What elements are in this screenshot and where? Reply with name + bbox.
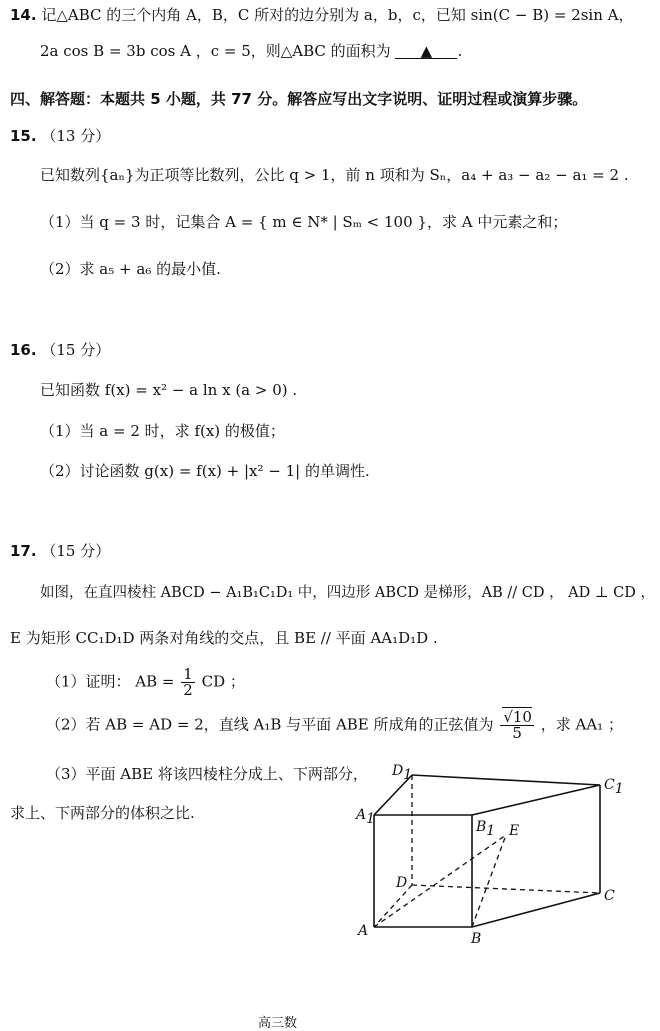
fraction-sqrt10-over-5 — [500, 710, 534, 741]
q16-part1: （1）当 a = 2 时，求 f(x) 的极值； — [40, 422, 285, 440]
q17-part2-prefix: （2）若 AB = AD = 2，直线 A₁B 与平面 ABE 所成角的正弦值为 — [46, 715, 494, 734]
q16-number: 16. — [10, 341, 37, 359]
label-A1: A1 — [356, 807, 376, 827]
sqrt-ten: √10 — [503, 708, 532, 726]
fraction-numerator: 1 — [183, 665, 193, 683]
q15-part2: （2）求 a₅ + a₆ 的最小值. — [40, 260, 221, 278]
q15-part1: （1）当 q = 3 时，记集合 A = { m ∈ N* | Sₘ < 100 }，求 A 中元素之和； — [40, 213, 568, 231]
q14-line2 — [40, 40, 462, 61]
edge-BC — [472, 893, 600, 927]
q17-header — [10, 540, 110, 561]
q14-line1 — [10, 4, 634, 25]
label-E: E — [509, 823, 520, 839]
q17-stem-line1: 如图，在直四棱柱 ABCD − A₁B₁C₁D₁ 中，四边形 ABCD 是梯形，AB // CD ， AD ⊥ CD ， — [40, 585, 655, 601]
q17-number: 17. — [10, 542, 37, 560]
q14-period: . — [457, 42, 463, 60]
prism-solid-edges — [374, 775, 600, 927]
prism-hidden-edges — [374, 775, 600, 927]
q17-part2 — [46, 710, 623, 741]
label-B1: B1 — [476, 819, 496, 839]
q14-text-line1: 记△ABC 的三个内角 A，B，C 所对的边分别为 a，b，c，已知 sin(C − B) = 2sin A， — [41, 6, 634, 24]
edge-DA — [374, 885, 412, 927]
label-D: D — [396, 875, 408, 891]
label-B: B — [471, 931, 482, 947]
label-C1: C1 — [604, 777, 624, 797]
q14-text-line2: 2a cos B = 3b cos A ，c = 5，则△ABC 的面积为 — [40, 42, 391, 60]
label-D1: D1 — [392, 763, 413, 783]
q17-part1-prefix: （1）证明： AB = — [46, 672, 175, 691]
answer-blank — [395, 44, 457, 59]
triangle-marker-icon: ▲ — [420, 42, 433, 60]
prism-figure — [350, 755, 640, 950]
edge-B1C1 — [472, 785, 600, 815]
edge-D1C1 — [412, 775, 600, 785]
q17-score: （15 分） — [41, 542, 111, 560]
q15-score: （13 分） — [41, 127, 111, 145]
label-C: C — [604, 888, 615, 904]
q17-part2-suffix: ，求 AA₁ ； — [540, 715, 623, 734]
edge-AE — [374, 835, 506, 927]
q17-part3-line1: （3）平面 ABE 将该四棱柱分成上、下两部分， — [46, 765, 368, 783]
q17-part3-line2: 求上、下两部分的体积之比. — [10, 804, 195, 822]
q16-part2: （2）讨论函数 g(x) = f(x) + |x² − 1| 的单调性. — [40, 462, 370, 480]
q16-score: （15 分） — [41, 341, 111, 359]
q15-number: 15. — [10, 127, 37, 145]
label-A: A — [358, 923, 369, 939]
page-footer: 高三数 — [258, 1016, 298, 1031]
q17-part1-suffix: CD ； — [201, 672, 245, 691]
edge-DC — [412, 885, 600, 893]
fraction-one-half — [181, 667, 195, 698]
q17-part1 — [46, 667, 245, 698]
q15-header — [10, 125, 110, 146]
q17-stem-line2: E 为矩形 CC₁D₁D 两条对角线的交点，且 BE // 平面 AA₁D₁D . — [10, 629, 438, 647]
fraction-denominator-5: 5 — [512, 724, 522, 742]
edge-BE — [472, 835, 506, 927]
q16-header — [10, 339, 110, 360]
q14-number: 14. — [10, 6, 37, 24]
q16-stem: 已知函数 f(x) = x² − a ln x (a > 0) . — [40, 381, 298, 399]
section-heading: 四、解答题：本题共 5 小题，共 77 分。解答应写出文字说明、证明过程或演算步骤。 — [10, 90, 588, 108]
fraction-denominator: 2 — [183, 681, 193, 699]
q15-stem: 已知数列{aₙ}为正项等比数列，公比 q > 1，前 n 项和为 Sₙ，a₄ + a₃ − a₂ − a₁ = 2 . — [40, 166, 629, 184]
